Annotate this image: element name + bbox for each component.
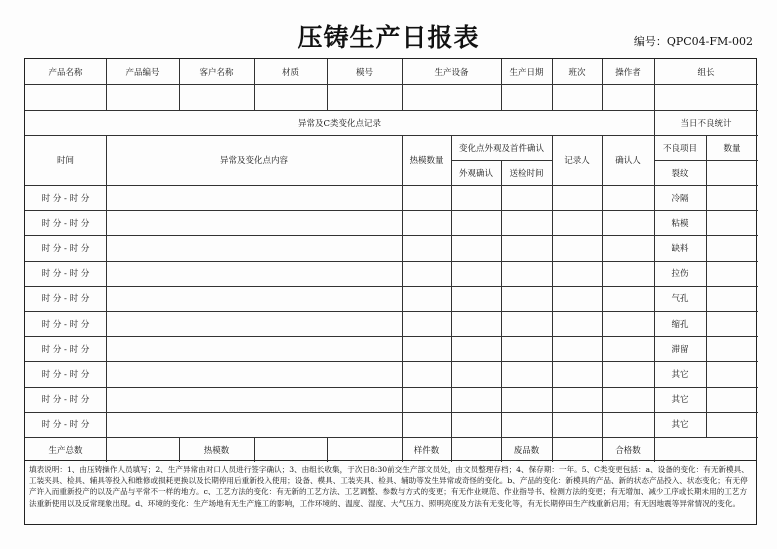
defect-quantity-header: 数量: [723, 143, 741, 154]
good-count-label: 合格数: [615, 445, 641, 456]
section-defect-title: 当日不良统计: [680, 118, 732, 129]
content-column-header: 异常及变化点内容: [219, 156, 288, 166]
sent-time-field[interactable]: [501, 185, 552, 210]
appearance-column-header: 外观确认: [458, 168, 493, 179]
time-range-cell: 时 分 - 时 分: [41, 344, 90, 355]
appearance-field[interactable]: [451, 412, 501, 437]
change-content-field[interactable]: [106, 286, 402, 311]
defect-item-label: 粘模: [671, 218, 689, 229]
recorder-field[interactable]: [552, 210, 602, 235]
sent-time-field[interactable]: [501, 286, 552, 311]
form-number: 编号：QPC04-FM-002: [633, 35, 753, 48]
time-range-cell: 时 分 - 时 分: [41, 269, 90, 280]
confirmer-field[interactable]: [602, 261, 654, 286]
recorder-field[interactable]: [552, 412, 602, 437]
sent-time-field[interactable]: [501, 311, 552, 336]
time-range-cell: 时 分 - 时 分: [41, 420, 90, 431]
appearance-field[interactable]: [451, 261, 501, 286]
confirmer-column-header: 确认人: [615, 156, 641, 166]
recorder-column-header: 记录人: [564, 156, 590, 166]
confirmer-field[interactable]: [602, 286, 654, 311]
appearance-field[interactable]: [451, 361, 501, 386]
appearance-field[interactable]: [451, 210, 501, 235]
product-name-header: 产品名称: [48, 67, 83, 78]
blank-cell: [327, 437, 402, 462]
sent-time-field[interactable]: [501, 412, 552, 437]
defect-item-label: 气孔: [671, 294, 689, 305]
sent-time-field[interactable]: [501, 210, 552, 235]
hot-count-field[interactable]: [402, 286, 451, 311]
appearance-field[interactable]: [451, 286, 501, 311]
defect-quantity-field[interactable]: [706, 387, 758, 412]
appearance-field[interactable]: [451, 311, 501, 336]
time-range-cell: 时 分 - 时 分: [41, 193, 90, 204]
recorder-field[interactable]: [552, 311, 602, 336]
confirmer-field[interactable]: [602, 185, 654, 210]
hot-count-field[interactable]: [402, 361, 451, 386]
mold-no-field[interactable]: [327, 84, 402, 110]
hot-count-field[interactable]: [402, 210, 451, 235]
product-name-field[interactable]: [25, 84, 106, 110]
recorder-field[interactable]: [552, 261, 602, 286]
defect-item-label: 拉伤: [671, 269, 689, 280]
time-range-cell: 时 分 - 时 分: [41, 294, 90, 305]
change-content-field[interactable]: [106, 235, 402, 260]
hot-count-field[interactable]: [402, 185, 451, 210]
defect-item-label: 缩孔: [671, 319, 689, 330]
product-code-header: 产品编号: [125, 67, 160, 78]
material-field[interactable]: [254, 84, 327, 110]
defect-quantity-field[interactable]: [706, 210, 758, 235]
defect-item-label: 其它: [671, 395, 689, 406]
defect-quantity-field[interactable]: [706, 336, 758, 361]
shift-field[interactable]: [552, 84, 602, 110]
hot-count-field[interactable]: [402, 235, 451, 260]
defect-quantity-field[interactable]: [706, 261, 758, 286]
hot-count-column-header: 热模数量: [409, 156, 444, 166]
time-range-cell: 时 分 - 时 分: [41, 218, 90, 229]
sent-time-field[interactable]: [501, 336, 552, 361]
appearance-field[interactable]: [451, 387, 501, 412]
product-code-field[interactable]: [106, 84, 179, 110]
confirmer-field[interactable]: [602, 387, 654, 412]
change-content-field[interactable]: [106, 210, 402, 235]
defect-quantity-field[interactable]: [706, 311, 758, 336]
hot-count-field[interactable]: [402, 261, 451, 286]
time-column-header: 时间: [56, 156, 74, 166]
production-total-field[interactable]: [106, 437, 179, 462]
defect-quantity-field[interactable]: [706, 361, 758, 386]
customer-name-header: 客户名称: [199, 67, 234, 78]
hot-count-total-field[interactable]: [254, 437, 327, 462]
equipment-field[interactable]: [402, 84, 501, 110]
recorder-field[interactable]: [552, 235, 602, 260]
defect-item-label: 缺料: [671, 243, 689, 254]
sent-time-field[interactable]: [501, 235, 552, 260]
material-header: 材质: [281, 67, 299, 78]
equipment-header: 生产设备: [434, 67, 469, 78]
defect-item-label: 其它: [671, 369, 689, 380]
confirmer-field[interactable]: [602, 412, 654, 437]
time-range-cell: 时 分 - 时 分: [41, 395, 90, 406]
appearance-field[interactable]: [451, 336, 501, 361]
recorder-field[interactable]: [552, 387, 602, 412]
defect-quantity-field[interactable]: [706, 160, 758, 185]
sent-time-field[interactable]: [501, 261, 552, 286]
team-leader-field[interactable]: [654, 84, 758, 110]
confirm-group-header: 变化点外观及首件确认: [458, 143, 544, 154]
production-date-header: 生产日期: [509, 67, 544, 78]
hot-count-total-label: 热模数: [203, 445, 230, 456]
mold-no-header: 模号: [355, 67, 373, 78]
operator-field[interactable]: [602, 84, 654, 110]
defect-quantity-field[interactable]: [706, 185, 758, 210]
defect-quantity-field[interactable]: [706, 286, 758, 311]
section-abnormal-title: 异常及C类变化点记录: [297, 118, 381, 129]
confirmer-field[interactable]: [602, 235, 654, 260]
production-date-field[interactable]: [501, 84, 552, 110]
good-count-field[interactable]: [654, 437, 758, 462]
confirmer-field[interactable]: [602, 311, 654, 336]
sent-time-column-header: 送检时间: [509, 168, 544, 179]
shift-header: 班次: [568, 67, 586, 78]
recorder-field[interactable]: [552, 336, 602, 361]
confirmer-field[interactable]: [602, 336, 654, 361]
fill-instructions: 填表说明：1、由压铸操作人员填写；2、生产异常由对口人员进行签字确认；3、由组长收集，于次日8:30前交生产部文员处，由文员整理存档；4、保存期：一年。5、C类变更包括：a、设备的变化：有无新模具、工装夹具、检具、辅具等投入和维修或损耗更换以及长期停用后重新投入使用；设备、模具、工装夹具、检具、辅助等发生异常或奇怪的变化。b、产品的变化：新模具的产品、新的状态产品投入、状态变化；有无停产许入而重新投产的以及产品与平常不一样的地方。c、工艺方法的变化：有无新的工艺方法、工艺调整、参数与方式的变更；有无作业规范、作业指导书、检测方法的变更；有无增加、减少工序或长期未用的工艺方法重新使用以及反常现象出现。d、环境的变化：生产场地有无生产施工的影响，工作环境的、温度、湿度、大气压力、照明亮度及方法有无变化等，有无长期停田生产线重新启用；有无因地震等异常情况的变化。: [24, 461, 757, 525]
time-range-cell: 时 分 - 时 分: [41, 319, 90, 330]
hot-count-field[interactable]: [402, 336, 451, 361]
sent-time-field[interactable]: [501, 361, 552, 386]
hot-count-field[interactable]: [402, 387, 451, 412]
defect-quantity-field[interactable]: [706, 412, 758, 437]
report-table: [24, 58, 757, 461]
appearance-field[interactable]: [451, 185, 501, 210]
change-content-field[interactable]: [106, 261, 402, 286]
defect-quantity-field[interactable]: [706, 235, 758, 260]
recorder-field[interactable]: [552, 286, 602, 311]
hot-count-field[interactable]: [402, 311, 451, 336]
defect-item-header: 不良项目: [662, 143, 697, 154]
recorder-field[interactable]: [552, 361, 602, 386]
page-title: 压铸生产日报表: [297, 23, 480, 52]
defect-item-label: 其它: [671, 420, 689, 431]
confirmer-field[interactable]: [602, 210, 654, 235]
time-range-cell: 时 分 - 时 分: [41, 243, 90, 254]
sample-count-field[interactable]: [451, 437, 501, 462]
time-range-cell: 时 分 - 时 分: [41, 369, 90, 380]
defect-item-label: 滞留: [671, 344, 689, 355]
defect-item-label: 裂纹: [671, 168, 689, 179]
sample-count-label: 样件数: [413, 445, 440, 456]
change-content-field[interactable]: [106, 185, 402, 210]
change-content-field[interactable]: [106, 361, 402, 386]
change-content-field[interactable]: [106, 387, 402, 412]
operator-header: 操作者: [615, 67, 641, 78]
change-content-field[interactable]: [106, 412, 402, 437]
customer-name-field[interactable]: [179, 84, 254, 110]
confirmer-field[interactable]: [602, 361, 654, 386]
recorder-field[interactable]: [552, 185, 602, 210]
scrap-count-field[interactable]: [552, 437, 602, 462]
change-content-field[interactable]: [106, 336, 402, 361]
hot-count-field[interactable]: [402, 412, 451, 437]
appearance-field[interactable]: [451, 235, 501, 260]
scrap-count-label: 废品数: [513, 445, 540, 456]
production-total-label: 生产总数: [48, 445, 83, 456]
sent-time-field[interactable]: [501, 387, 552, 412]
change-content-field[interactable]: [106, 311, 402, 336]
team-leader-header: 组长: [697, 67, 715, 78]
defect-item-label: 冷隔: [671, 193, 689, 204]
